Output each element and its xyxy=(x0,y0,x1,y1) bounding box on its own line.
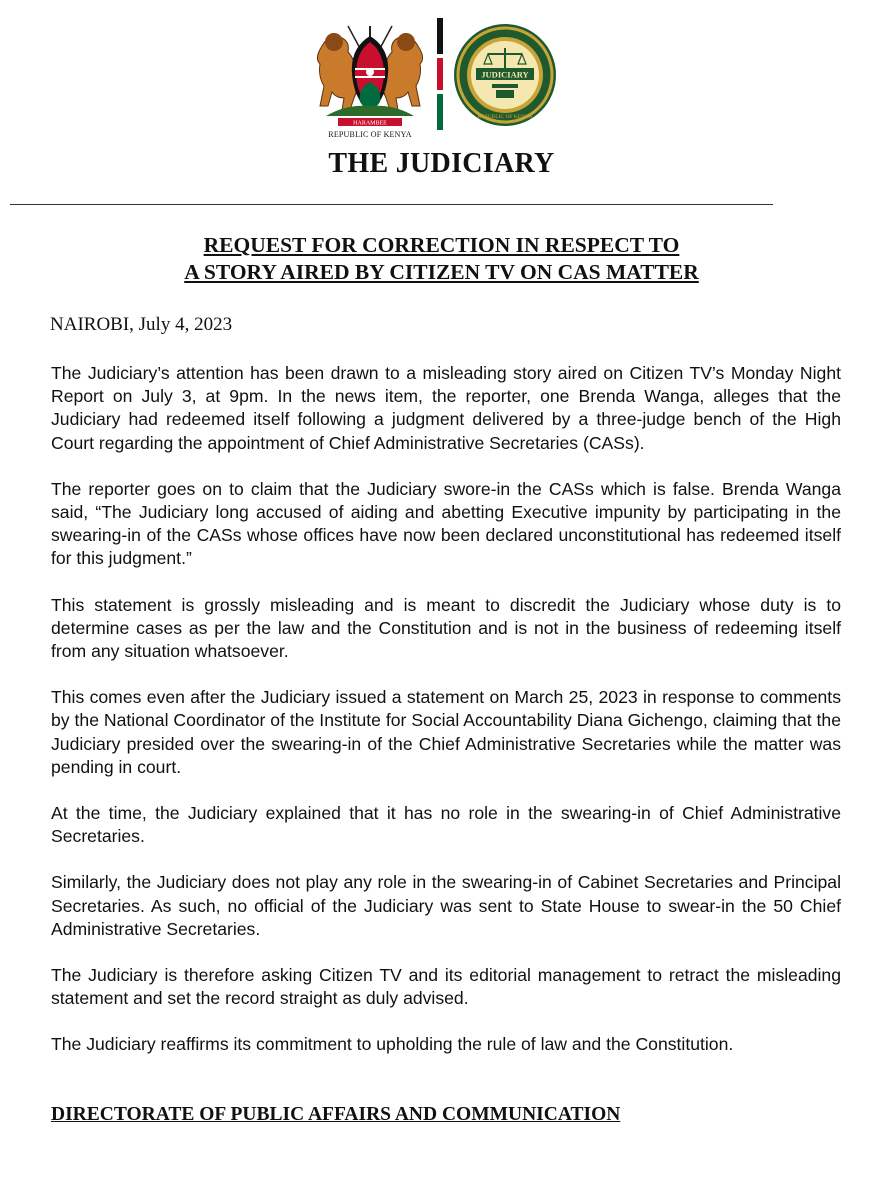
flag-divider xyxy=(437,18,443,130)
coat-of-arms-motto: HARAMBEE xyxy=(353,120,387,127)
paragraph-3: This statement is grossly misleading and is meant to discredit the Judiciary whose duty is to determine cases as per the law and the Constitution and is not in the business of redeeming itself from any situation whatsoever. xyxy=(51,594,841,662)
seal-label: JUDICIARY xyxy=(481,69,529,80)
headline xyxy=(0,232,883,286)
paragraph-1: The Judiciary’s attention has been drawn to a misleading story aired on Citizen TV’s Monday Night Report on July 3, at 9pm. In the news item, the reporter, one Brenda Wanga, alleges that the Judiciary had redeemed itself following a judgment delivered by a three-judge bench of the High Court regarding the appointment of Chief Administrative Secretaries (CASs). xyxy=(51,363,841,453)
paragraph-5: At the time, the Judiciary explained that it has no role in the swearing-in of Chief Administrative Secretaries. xyxy=(51,803,841,847)
paragraph-7: The Judiciary is therefore asking Citizen TV and its editorial management to retract the misleading statement and set the record straight as duly advised. xyxy=(51,965,841,1009)
judiciary-seal-icon xyxy=(452,22,558,128)
paragraph-4: This comes even after the Judiciary issued a statement on March 25, 2023 in response to comments by the National Coordinator of the Institute for Social Accountability Diana Gichengo, claiming that the Judiciary presided over the swearing-in of the Chief Administrative Secretaries while the matter was pending in court. xyxy=(51,687,841,777)
page-title: THE JUDICIARY xyxy=(328,148,555,179)
dateline: NAIROBI, July 4, 2023 xyxy=(50,314,233,335)
paragraph-8: The Judiciary reaffirms its commitment to upholding the rule of law and the Constitution. xyxy=(51,1034,734,1055)
headline-line-1: REQUEST FOR CORRECTION IN RESPECT TO xyxy=(203,233,680,257)
kenya-coat-of-arms-icon xyxy=(308,16,432,142)
seal-caption: REPUBLIC OF KENYA xyxy=(477,114,533,120)
headline-line-2: A STORY AIRED BY CITIZEN TV ON CAS MATTER xyxy=(184,260,699,284)
paragraph-6: Similarly, the Judiciary does not play any role in the swearing-in of Cabinet Secretaries and Principal Secretaries. As such, no official of the Judiciary was sent to State House to swear-in the 50 Chief Administrative Secretaries. xyxy=(51,872,841,939)
header-logos xyxy=(300,14,560,139)
statement-body xyxy=(51,362,841,1080)
header-rule xyxy=(10,204,773,205)
signature-directorate: DIRECTORATE OF PUBLIC AFFAIRS AND COMMUNICATION xyxy=(51,1104,621,1125)
coat-of-arms-caption: REPUBLIC OF KENYA xyxy=(328,130,412,139)
paragraph-2: The reporter goes on to claim that the Judiciary swore-in the CASs which is false. Brenda Wanga said, “The Judiciary long accused of aiding and abetting Executive impunity by participating in the swearing-in of the CASs whose offices have now been declared unconstitutional has redeemed itself for this judgment.” xyxy=(51,478,841,569)
